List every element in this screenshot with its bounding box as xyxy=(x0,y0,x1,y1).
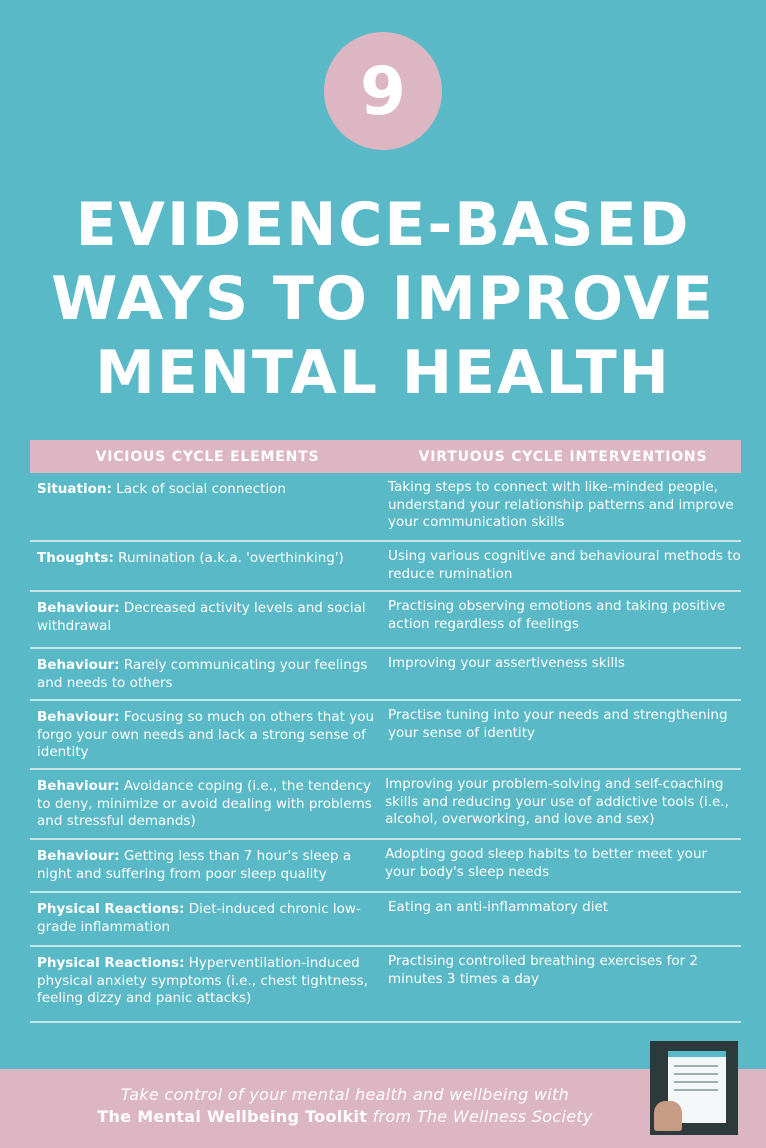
vicious-cell xyxy=(30,893,382,945)
title-line: MENTAL HEALTH xyxy=(95,338,671,408)
row-label: Behaviour: xyxy=(37,778,120,794)
virtuous-cell: Practise tuning into your needs and strengthening your sense of identity xyxy=(388,707,728,741)
row-text: Lack of social connection xyxy=(111,481,286,497)
table-row xyxy=(30,770,741,840)
virtuous-cell: Using various cognitive and behavioural methods to reduce rumination xyxy=(388,548,741,582)
vicious-cell xyxy=(30,701,382,768)
virtuous-cell: Improving your problem-solving and self-coaching skills and reducing your use of addictive tools (i.e., alcohol, overworking, and love and sex) xyxy=(385,776,729,827)
header-virtuous: VIRTUOUS CYCLE INTERVENTIONS xyxy=(418,448,708,465)
row-text: Avoidance coping (i.e., the tendency to deny, minimize or avoid dealing with problems and stressful demands) xyxy=(37,778,372,829)
card-line xyxy=(674,1089,718,1091)
vicious-cell xyxy=(30,592,382,647)
toolkit-thumbnail-image xyxy=(650,1041,738,1135)
virtuous-cell: Taking steps to connect with like-minded people, understand your relationship patterns and improve your communication skills xyxy=(388,479,734,530)
row-label: Physical Reactions: xyxy=(37,955,185,971)
hand-shape xyxy=(654,1101,682,1131)
row-label: Behaviour: xyxy=(37,848,120,864)
vicious-cell xyxy=(30,947,382,1021)
table-row xyxy=(30,592,741,649)
virtuous-cell: Improving your assertiveness skills xyxy=(388,655,625,671)
product-name[interactable]: The Mental Wellbeing Toolkit xyxy=(97,1107,368,1126)
table-header xyxy=(30,440,741,473)
virtuous-cell: Adopting good sleep habits to better meet your your body's sleep needs xyxy=(385,846,708,880)
row-label: Physical Reactions: xyxy=(37,901,185,917)
row-text: Rumination (a.k.a. 'overthinking') xyxy=(113,550,344,566)
cycle-table xyxy=(30,440,741,1023)
vicious-cell xyxy=(30,770,379,838)
number-badge: 9 xyxy=(324,32,442,150)
vicious-cell xyxy=(30,840,379,891)
row-text: Getting less than 7 hour's sleep a night and suffering from poor sleep quality xyxy=(37,848,352,882)
footer-product-line xyxy=(70,1107,620,1126)
page-title xyxy=(0,188,766,410)
title-line: EVIDENCE-BASED xyxy=(75,190,691,260)
table-row xyxy=(30,947,741,1023)
vicious-cell xyxy=(30,542,382,590)
table-row xyxy=(30,473,741,542)
table-row xyxy=(30,701,741,770)
card-line xyxy=(674,1065,718,1067)
table-row xyxy=(30,840,741,893)
footer-tagline: Take control of your mental health and wellbeing with xyxy=(120,1085,570,1104)
table-row xyxy=(30,893,741,947)
virtuous-cell: Practising observing emotions and taking positive action regardless of feelings xyxy=(388,598,726,632)
table-row xyxy=(30,542,741,592)
row-text: Decreased activity levels and social withdrawal xyxy=(37,600,366,634)
row-text: Rarely communicating your feelings and needs to others xyxy=(37,657,368,691)
row-label: Behaviour: xyxy=(37,600,120,616)
virtuous-cell: Practising controlled breathing exercises for 2 minutes 3 times a day xyxy=(388,953,699,987)
title-line: WAYS TO IMPROVE xyxy=(51,264,715,334)
table-row xyxy=(30,649,741,701)
virtuous-cell: Eating an anti-inflammatory diet xyxy=(388,899,609,915)
row-text: Hyperventilation-induced physical anxiety symptoms (i.e., chest tightness, feeling dizzy and panic attacks) xyxy=(37,955,368,1006)
header-vicious: VICIOUS CYCLE ELEMENTS xyxy=(95,448,320,465)
card-line xyxy=(674,1073,718,1075)
footer-source: from The Wellness Society xyxy=(367,1107,593,1126)
row-label: Behaviour: xyxy=(37,709,120,725)
row-label: Behaviour: xyxy=(37,657,120,673)
row-label: Thoughts: xyxy=(37,550,114,566)
row-text: Diet-induced chronic low-grade inflammation xyxy=(37,901,361,935)
card-line xyxy=(674,1081,718,1083)
vicious-cell xyxy=(30,649,382,699)
row-text: Focusing so much on others that you forgo your own needs and lack a strong sense of identity xyxy=(37,709,375,760)
vicious-cell xyxy=(30,473,382,540)
row-label: Situation: xyxy=(37,481,112,497)
